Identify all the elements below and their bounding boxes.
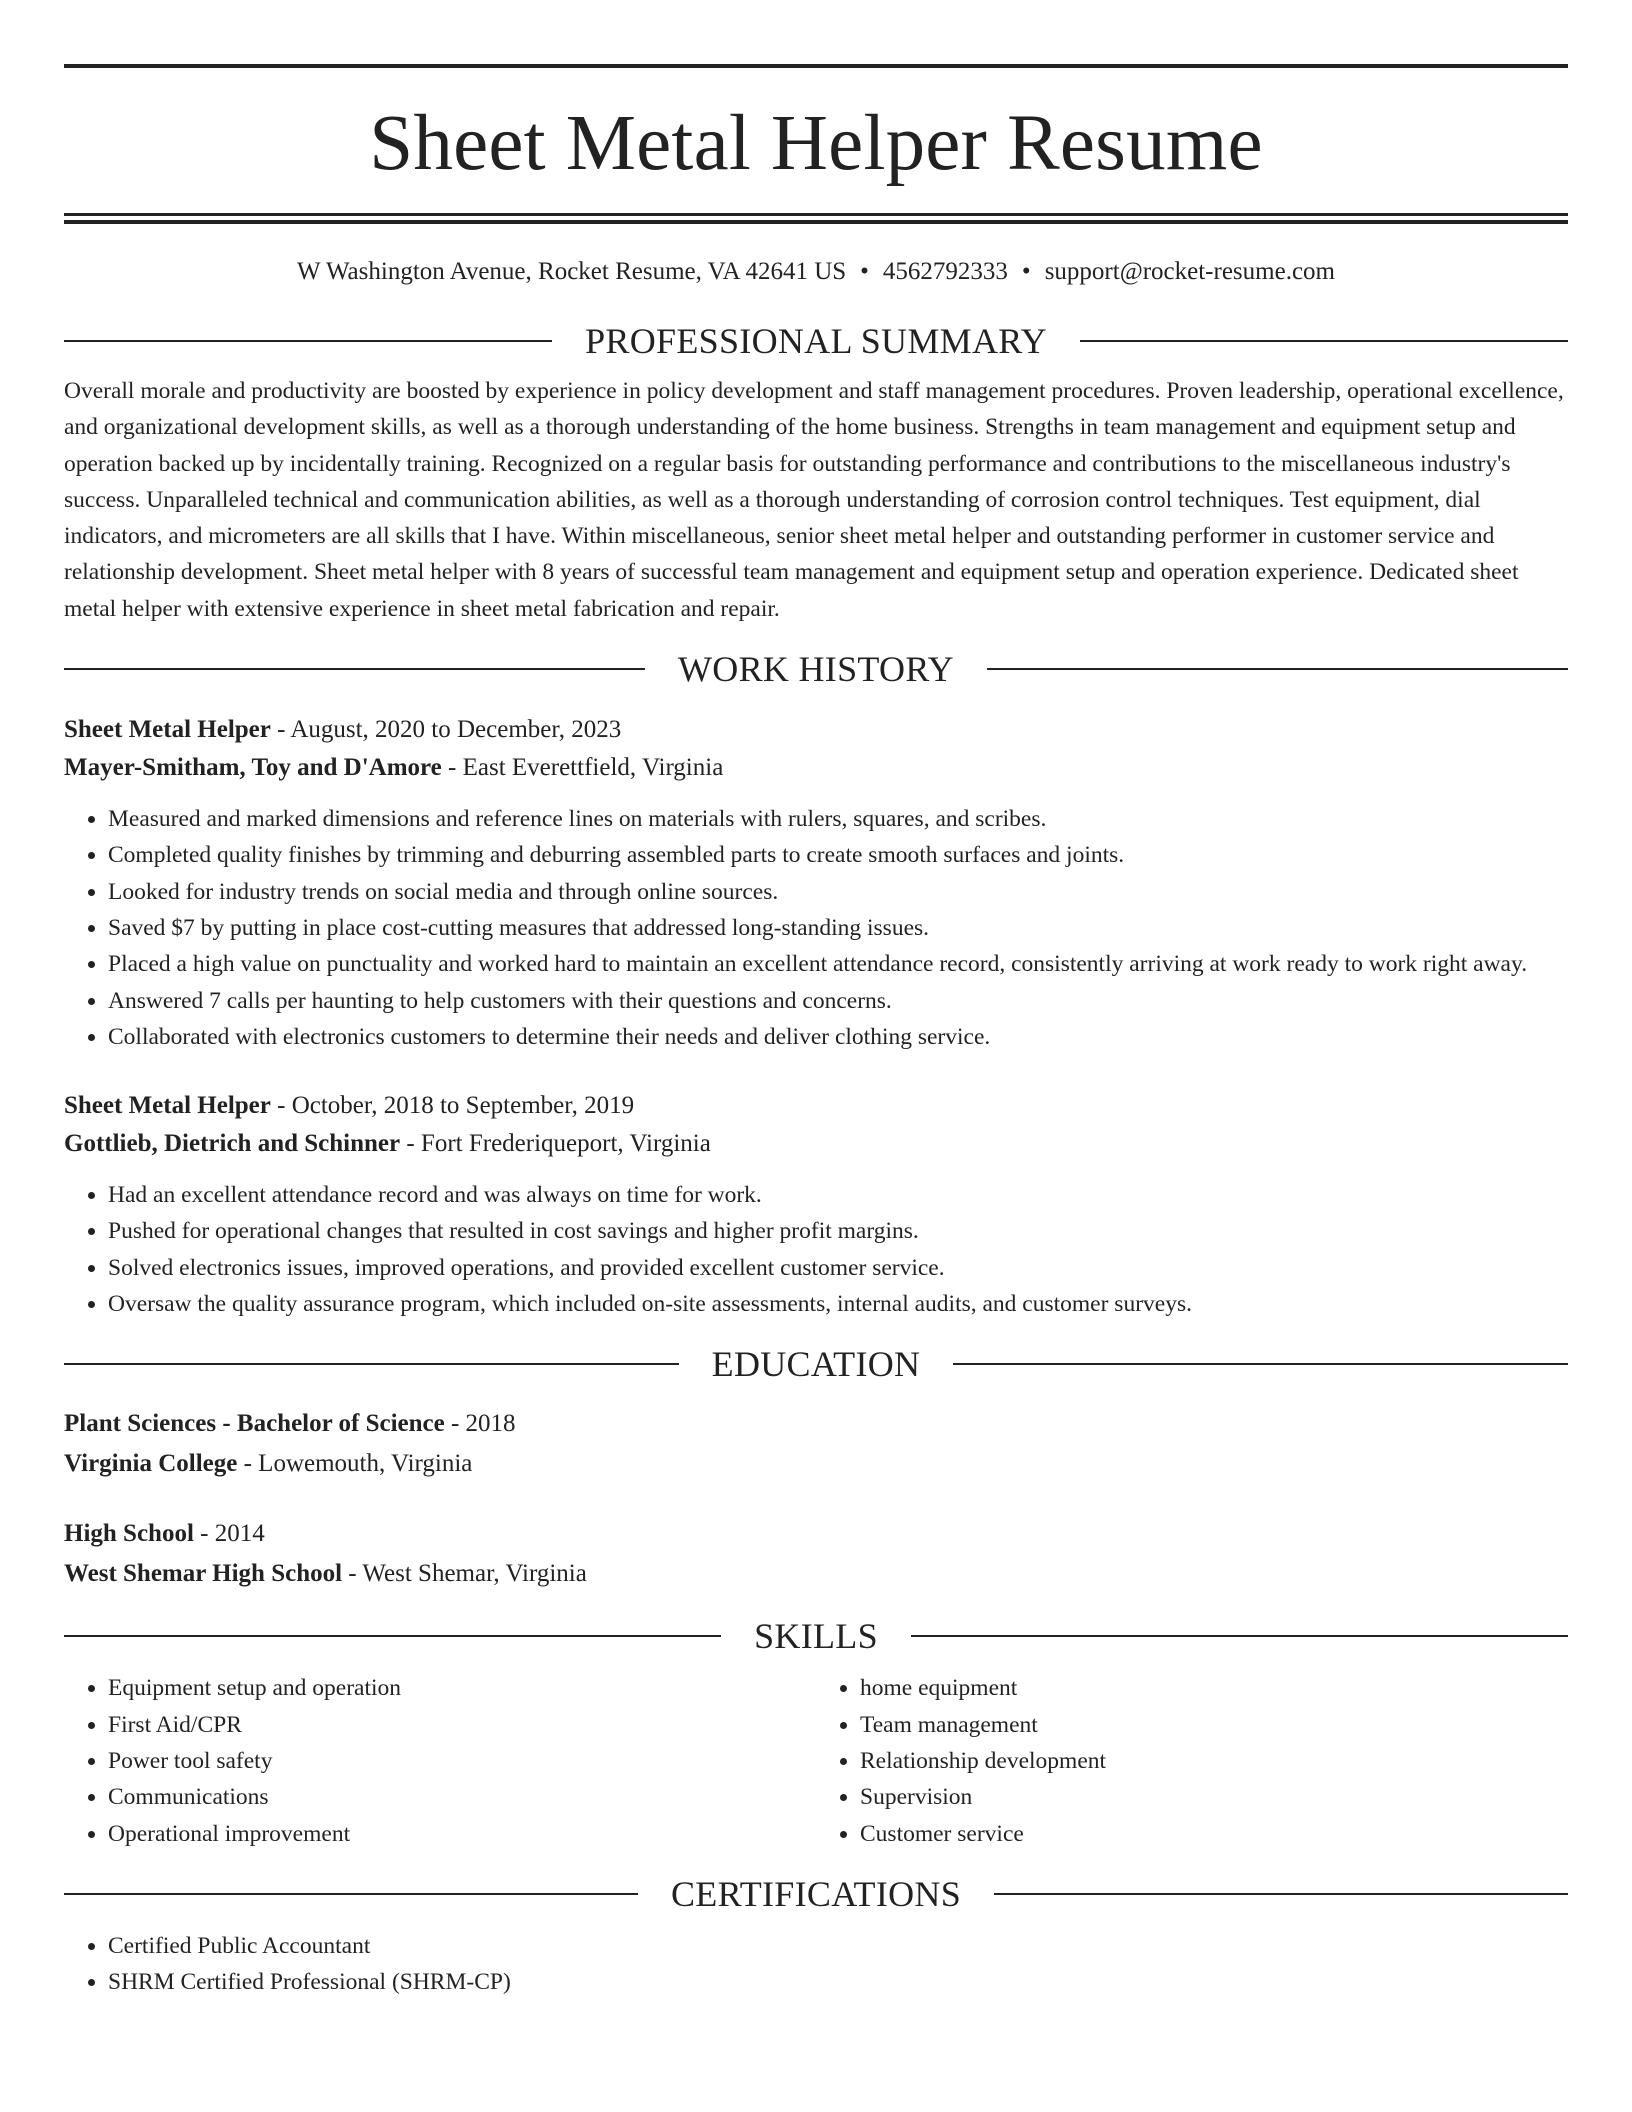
section-header-education: [64, 1344, 1568, 1384]
section-header-work: [64, 649, 1568, 689]
skills-list-right: [816, 1670, 1568, 1851]
job-role: Sheet Metal Helper: [64, 1092, 271, 1120]
education-entry: [64, 1404, 1568, 1484]
education-degree-line: [64, 1514, 1568, 1554]
section-rule: [1080, 340, 1568, 342]
section-title: PROFESSIONAL SUMMARY: [585, 321, 1047, 361]
job-company: Mayer-Smitham, Toy and D'Amore: [64, 754, 442, 782]
skill-item: • home equipment: [860, 1670, 1568, 1706]
list-item: • Placed a high value on punctuality and worked hard to maintain an excellent attendance record, consistently arriving at work ready to work right away.: [108, 946, 1568, 982]
skill-item: • Operational improvement: [108, 1816, 816, 1852]
list-item: • Saved $7 by putting in place cost-cutting measures that addressed long-standing issues.: [108, 910, 1568, 946]
contact-email[interactable]: support@rocket-resume.com: [1044, 258, 1335, 285]
education-degree: High School: [64, 1520, 194, 1548]
section-title: SKILLS: [754, 1616, 878, 1657]
skill-item: • Communications: [108, 1779, 816, 1815]
resume-title: Sheet Metal Helper Resume: [369, 100, 1263, 187]
skill-item: • Customer service: [860, 1816, 1568, 1852]
list-item: • Completed quality finishes by trimming and deburring assembled parts to create smooth surfaces and joints.: [108, 837, 1568, 873]
section-rule: [64, 340, 552, 342]
job-bullets: [64, 801, 1568, 1055]
certification-item: • SHRM Certified Professional (SHRM-CP): [108, 1964, 1568, 2000]
job-location: - Fort Frederiqueport, Virginia: [400, 1130, 711, 1158]
list-item: • Collaborated with electronics customers to determine their needs and deliver clothing service.: [108, 1019, 1568, 1055]
section-rule: [953, 1363, 1568, 1365]
list-item: • Oversaw the quality assurance program, which included on-site assessments, internal audits, and customer surveys.: [108, 1286, 1568, 1322]
education-location: - West Shemar, Virginia: [342, 1560, 587, 1588]
skill-item: • First Aid/CPR: [108, 1707, 816, 1743]
resume-content: [64, 64, 1568, 2000]
education-year: - 2014: [193, 1520, 265, 1548]
list-item: • Had an excellent attendance record and was always on time for work.: [108, 1177, 1568, 1213]
job-location: - East Everettfield, Virginia: [441, 754, 724, 782]
job-bullets: [64, 1177, 1568, 1322]
job-heading: [64, 711, 1568, 749]
certification-item: • Certified Public Accountant: [108, 1928, 1568, 1964]
education-entry: [64, 1514, 1568, 1594]
summary-paragraph: Overall morale and productivity are boosted by experience in policy development and staff management procedures. Proven leadership, operational excellence, and organizational development skills, as well as a thorough understanding of the home business. Strengths in team management and equipment setup and operation backed up by incidentally training. Recognized on a regular basis for outstanding performance and contributions to the miscellaneous industry's success. Unparalleled technical and communication abilities, as well as a thorough understanding of corrosion control techniques. Test equipment, dial indicators, and micrometers are all skills that I have. Within miscellaneous, senior sheet metal helper and outstanding performer in customer service and relationship development. Sheet metal helper with 8 years of successful team management and equipment setup and operation experience. Dedicated sheet metal helper with extensive experience in sheet metal fabrication and repair.: [64, 378, 1564, 622]
list-item: • Pushed for operational changes that resulted in cost savings and higher profit margins.: [108, 1213, 1568, 1249]
skill-item: • Team management: [860, 1707, 1568, 1743]
section-rule: [994, 1893, 1568, 1895]
section-title: WORK HISTORY: [678, 649, 954, 690]
job-role: Sheet Metal Helper: [64, 716, 271, 744]
work-entry: [64, 1087, 1568, 1322]
education-school-line: [64, 1554, 1568, 1594]
education-school: Virginia College: [64, 1450, 238, 1478]
list-item: • Measured and marked dimensions and reference lines on materials with rulers, squares, and scribes.: [108, 801, 1568, 837]
skill-item: • Relationship development: [860, 1743, 1568, 1779]
section-rule: [987, 668, 1568, 670]
job-dates: - October, 2018 to September, 2019: [270, 1092, 635, 1120]
skill-item: • Equipment setup and operation: [108, 1670, 816, 1706]
section-rule: [64, 1363, 679, 1365]
contact-phone: 4562792333: [882, 258, 1008, 285]
job-employer: [64, 1125, 1568, 1163]
section-rule: [911, 1635, 1568, 1637]
skill-item: • Supervision: [860, 1779, 1568, 1815]
top-rule: [64, 64, 1568, 68]
section-rule: [64, 1635, 721, 1637]
list-item: • Answered 7 calls per haunting to help customers with their questions and concerns.: [108, 983, 1568, 1019]
list-item: • Looked for industry trends on social media and through online sources.: [108, 874, 1568, 910]
education-location: - Lowemouth, Virginia: [237, 1450, 473, 1478]
education-school-line: [64, 1444, 1568, 1484]
education-school: West Shemar High School: [64, 1560, 343, 1588]
section-header-summary: [64, 321, 1568, 361]
job-company: Gottlieb, Dietrich and Schinner: [64, 1130, 401, 1158]
title-double-rule: [64, 213, 1568, 224]
job-heading: [64, 1087, 1568, 1125]
work-entry: [64, 711, 1568, 1055]
contact-separator: •: [860, 258, 869, 285]
skill-item: • Power tool safety: [108, 1743, 816, 1779]
section-title: CERTIFICATIONS: [670, 1873, 962, 1914]
education-degree-line: [64, 1404, 1568, 1444]
section-title: EDUCATION: [711, 1344, 921, 1385]
certifications-list: [64, 1928, 1568, 2001]
section-rule: [64, 1893, 638, 1895]
section-rule: [64, 668, 645, 670]
skills-columns: [64, 1670, 1568, 1851]
job-dates: - August, 2020 to December, 2023: [270, 716, 622, 744]
list-item: • Solved electronics issues, improved operations, and provided excellent customer service.: [108, 1250, 1568, 1286]
skills-list-left: [64, 1670, 816, 1851]
education-degree: Plant Sciences - Bachelor of Science: [64, 1410, 445, 1438]
education-year: - 2018: [444, 1410, 516, 1438]
contact-address: W Washington Avenue, Rocket Resume, VA 42641 US: [297, 258, 847, 285]
section-header-certifications: [64, 1874, 1568, 1914]
section-header-skills: [64, 1616, 1568, 1656]
contact-separator: •: [1021, 258, 1031, 285]
job-employer: [64, 749, 1568, 787]
contact-line: [64, 257, 1568, 287]
